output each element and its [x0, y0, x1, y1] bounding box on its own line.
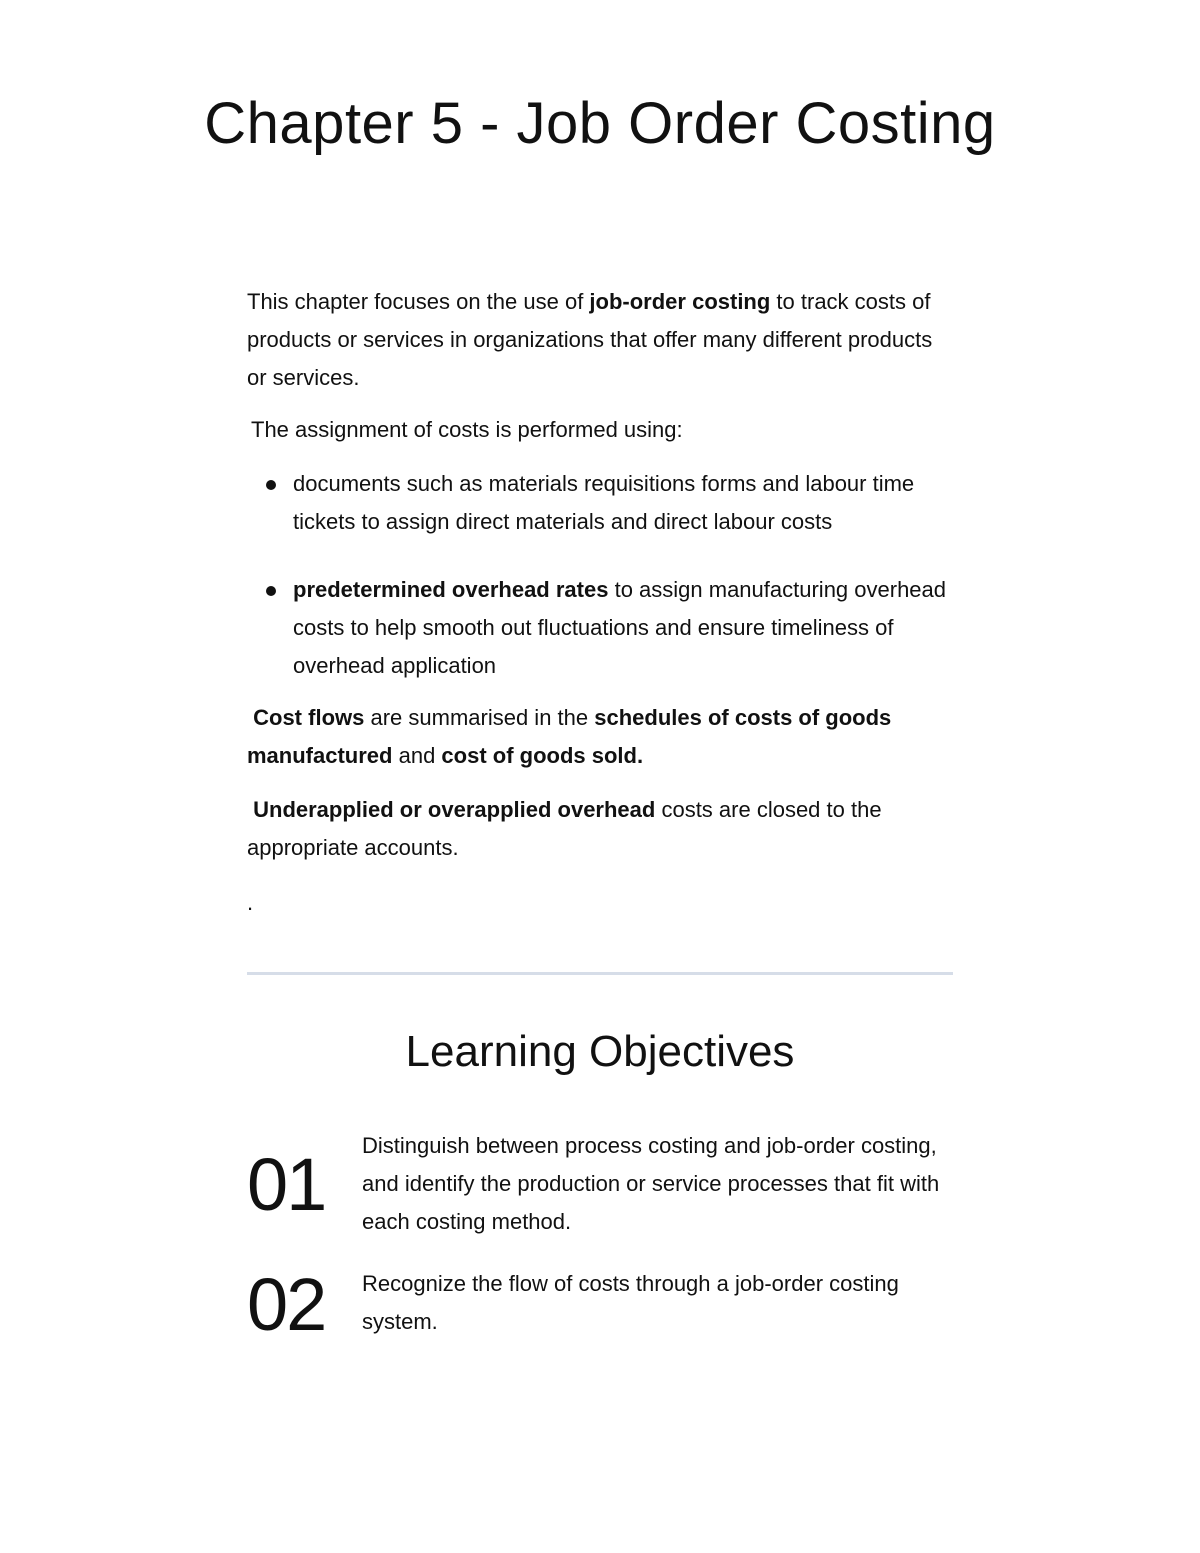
intro-text-before: This chapter focuses on the use of: [247, 289, 590, 314]
objective-text: Distinguish between process costing and job-order costing, and identify the production or service processes that fit with each costing method.: [362, 1133, 940, 1234]
bullet-dot-icon: [266, 480, 276, 490]
chapter-title: Chapter 5 - Job Order Costing: [204, 91, 996, 156]
learning-objectives-heading: Learning Objectives: [405, 1027, 795, 1076]
intro-bold-term: job-order costing: [589, 289, 771, 314]
objective-text: Recognize the flow of costs through a job-order costing system.: [362, 1271, 899, 1334]
cogs-bold: cost of goods sold.: [441, 743, 644, 768]
underapplied-paragraph: [247, 791, 953, 867]
bullet-item-documents: [247, 465, 967, 541]
cost-flows-paragraph: [247, 699, 953, 775]
cost-flows-and: and: [392, 743, 442, 768]
objective-number: 01: [247, 1143, 326, 1226]
trailing-dot: .: [247, 890, 254, 915]
bullet-dot-icon: [266, 586, 276, 596]
objective-number: 02: [247, 1263, 326, 1346]
assignment-intro: The assignment of costs is performed using:: [251, 417, 683, 442]
bullet-bold: predetermined overhead rates: [293, 577, 609, 602]
assignment-bullet-list: [247, 465, 967, 685]
underapplied-text: costs are closed to the appropriate accounts.: [247, 797, 882, 860]
intro-paragraph: [247, 283, 953, 397]
intro-text-after: to track costs of products or services in organizations that offer many different products or services.: [247, 289, 933, 390]
underapplied-bold: Underapplied or overapplied overhead: [253, 797, 656, 822]
schedules-bold: schedules of costs of goods manufactured: [247, 705, 892, 768]
cost-flows-text: are summarised in the: [364, 705, 595, 730]
bullet-item-overhead-rates: [247, 571, 967, 685]
section-divider: [247, 972, 953, 975]
bullet-text: to assign manufacturing overhead costs to help smooth out fluctuations and ensure timeliness of overhead application: [293, 577, 947, 678]
cost-flows-bold: Cost flows: [253, 705, 365, 730]
bullet-text: documents such as materials requisitions forms and labour time tickets to assign direct materials and direct labour costs: [293, 471, 915, 534]
